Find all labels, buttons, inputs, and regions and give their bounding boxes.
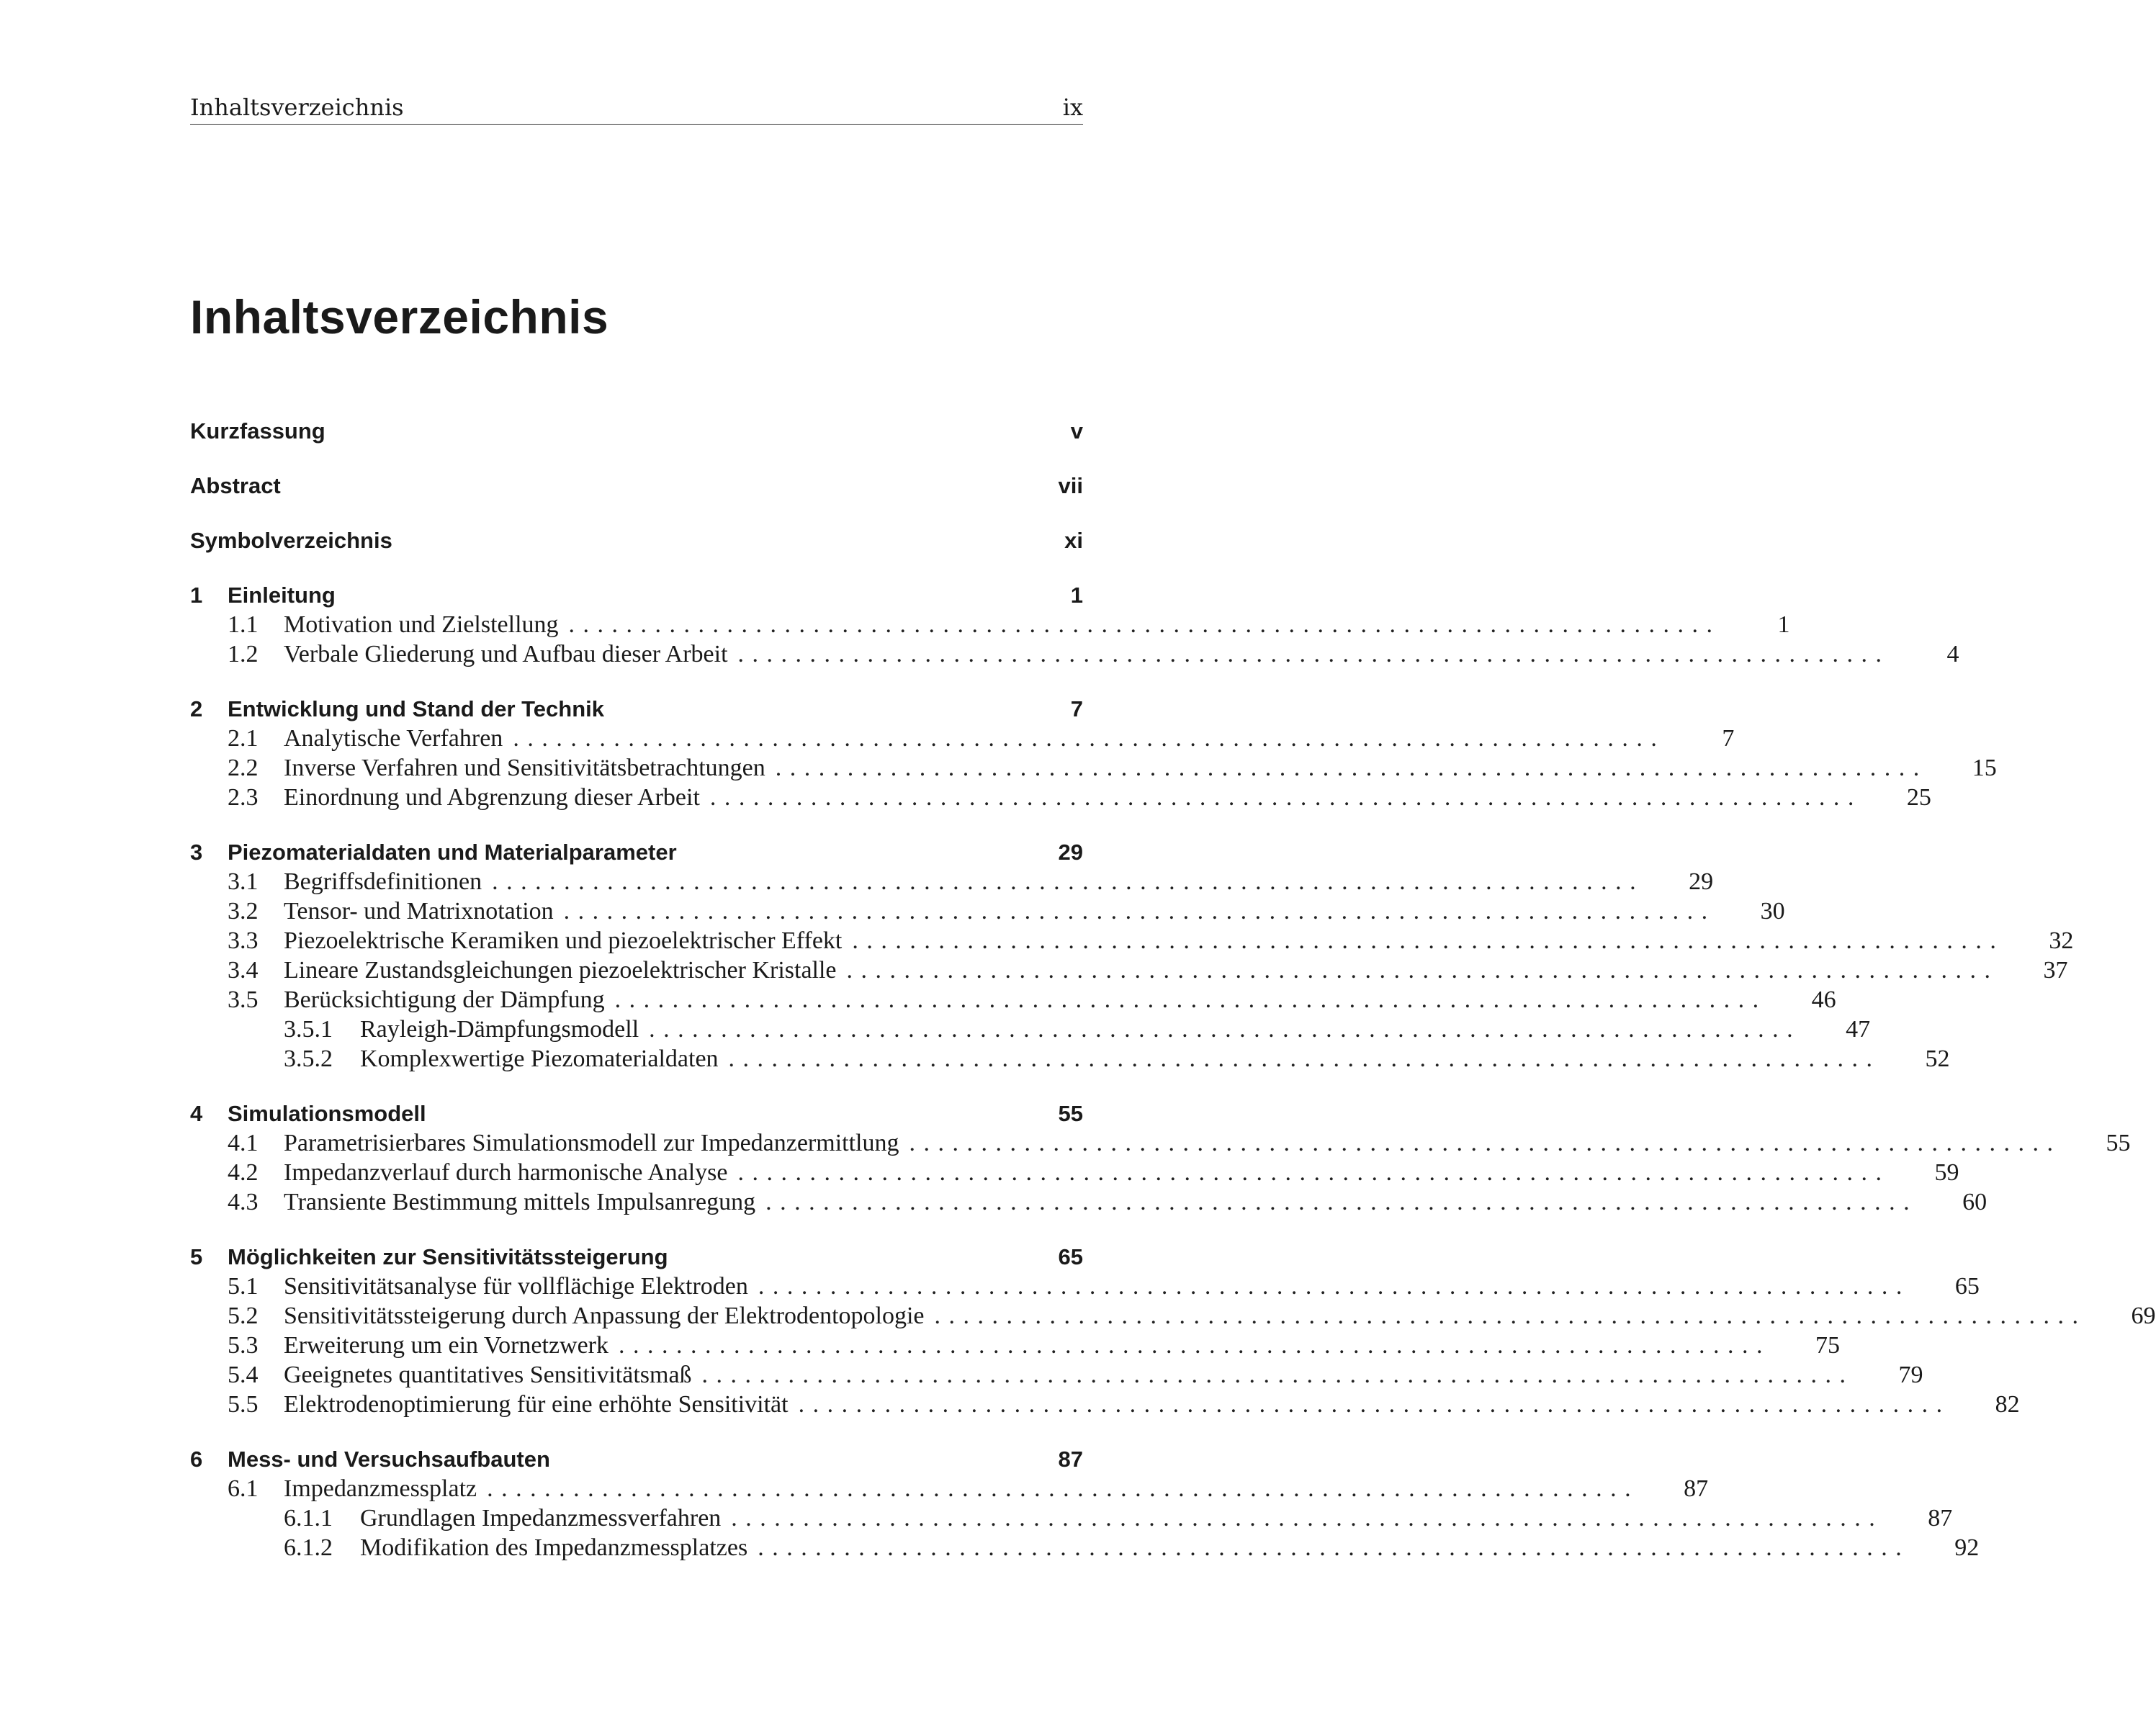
toc-dot-leader: ................................................................................ (513, 724, 1666, 752)
toc-chapter-entry[interactable] (190, 1444, 1083, 1474)
toc-entry-number: 3.2 (228, 897, 259, 925)
toc-section-entry[interactable] (190, 867, 1714, 896)
toc-entry-title: Abstract (190, 472, 281, 498)
toc-dot-leader: ................................................................................ (728, 1045, 1881, 1072)
toc-entry-title: Transiente Bestimmung mittels Impulsanregung (284, 1188, 756, 1215)
toc-entry-number: 5 (190, 1243, 203, 1269)
toc-section-entry[interactable] (190, 1301, 2156, 1331)
toc-entry-page-number: 29 (1689, 868, 1714, 895)
toc-entry-number: 3 (190, 839, 203, 865)
toc-section-entry[interactable] (190, 926, 2074, 955)
toc-entry-title: Inverse Verfahren und Sensitivitätsbetrachtungen (284, 754, 765, 781)
toc-section-entry[interactable] (190, 896, 1785, 926)
running-head (190, 91, 1083, 125)
toc-subsection-entry[interactable] (190, 1533, 1980, 1562)
toc-dot-leader: ................................................................................ (649, 1015, 1802, 1043)
toc-entry-page-number: 60 (1962, 1188, 1987, 1215)
toc-entry-page-number: 87 (1058, 1446, 1083, 1472)
toc-entry-page-number: 65 (1058, 1243, 1083, 1269)
toc-dot-leader: ................................................................................ (846, 956, 1999, 984)
toc-subsection-entry[interactable] (190, 1015, 1871, 1044)
toc-entry-number: 5.1 (228, 1272, 259, 1300)
toc-entry-page-number: 15 (1972, 754, 1997, 781)
toc-entry-number: 3.5 (228, 986, 259, 1013)
toc-entry-page-number: 29 (1058, 839, 1083, 865)
toc-entry-page-number: 7 (1070, 696, 1083, 721)
toc-entry-page-number: 65 (1954, 1272, 1980, 1300)
toc-entry-page-number: 59 (1934, 1159, 1959, 1186)
toc-entry-title: Geeignetes quantitatives Sensitivitätsmaß (284, 1361, 692, 1388)
toc-entry-page-number: 4 (1946, 640, 1959, 667)
toc-chapter-entry[interactable] (190, 694, 1083, 724)
toc-entry-number: 6.1.2 (284, 1534, 333, 1561)
toc-entry-number: 4.1 (228, 1129, 259, 1156)
toc-entry-title: Elektrodenoptimierung für eine erhöhte Sensitivität (284, 1390, 789, 1418)
toc-entry-number: 4.3 (228, 1188, 259, 1215)
toc-entry-page-number: 82 (1995, 1390, 2020, 1418)
toc-chapter-entry[interactable] (190, 1242, 1083, 1272)
toc-dot-leader: ................................................................................ (758, 1272, 1910, 1300)
toc-entry-title: Rayleigh-Dämpfungsmodell (360, 1015, 639, 1043)
toc-entry-title: Analytische Verfahren (284, 724, 503, 752)
toc-entry-title: Lineare Zustandsgleichungen piezoelektrischer Kristalle (284, 956, 837, 984)
toc-dot-leader: ................................................................................ (701, 1361, 1854, 1388)
toc-entry-page-number: 1 (1070, 582, 1083, 608)
toc-entry-title: Grundlagen Impedanzmessverfahren (360, 1504, 722, 1532)
toc-dot-leader: ................................................................................ (709, 783, 1862, 811)
toc-entry-page-number: 87 (1684, 1475, 1709, 1502)
toc-entry-page-number: 69 (2131, 1302, 2156, 1329)
toc-entry-title: Erweiterung um ein Vornetzwerk (284, 1331, 608, 1359)
toc-entry-number: 6.1 (228, 1475, 259, 1502)
toc-entry-title: Mess- und Versuchsaufbauten (228, 1446, 550, 1472)
toc-entry-number: 2.1 (228, 724, 259, 752)
toc-entry-title: Impedanzverlauf durch harmonische Analyse (284, 1159, 728, 1186)
toc-subsection-entry[interactable] (190, 1044, 1950, 1074)
toc-chapter-entry[interactable] (190, 1099, 1083, 1128)
toc-chapter-entry[interactable] (190, 416, 1083, 446)
toc-section-entry[interactable] (190, 1360, 1923, 1390)
toc-entry-number: 3.1 (228, 868, 259, 895)
toc-entry-number: 3.5.1 (284, 1015, 333, 1043)
toc-dot-leader: ................................................................................ (619, 1331, 1771, 1359)
toc-section-entry[interactable] (190, 724, 1735, 753)
toc-entry-number: 2.3 (228, 783, 259, 811)
toc-section-entry[interactable] (190, 753, 1997, 783)
toc-entry-title: Piezoelektrische Keramiken und piezoelektrischer Effekt (284, 927, 843, 954)
toc-chapter-entry[interactable] (190, 526, 1083, 555)
toc-dot-leader: ................................................................................ (775, 754, 1928, 781)
toc-section-entry[interactable] (190, 1390, 2020, 1419)
toc-entry-page-number: 46 (1811, 986, 1836, 1013)
toc-entry-title: Tensor- und Matrixnotation (284, 897, 554, 925)
toc-chapter-entry[interactable] (190, 471, 1083, 500)
toc-subsection-entry[interactable] (190, 1503, 1953, 1533)
toc-dot-leader: ................................................................................ (798, 1390, 1951, 1418)
toc-section-entry[interactable] (190, 1331, 1840, 1360)
toc-entry-title: Komplexwertige Piezomaterialdaten (360, 1045, 719, 1072)
toc-entry-title: Berücksichtigung der Dämpfung (284, 986, 605, 1013)
toc-entry-title: Motivation und Zielstellung (284, 611, 559, 638)
toc-entry-number: 1.1 (228, 611, 259, 638)
toc-entry-page-number: 1 (1777, 611, 1790, 638)
toc-dot-leader: ................................................................................ (492, 868, 1645, 895)
toc-entry-page-number: 92 (1954, 1534, 1980, 1561)
toc-entry-page-number: 75 (1815, 1331, 1840, 1359)
running-head-page-number: ix (1062, 94, 1083, 121)
toc-dot-leader: ................................................................................ (765, 1188, 1918, 1215)
toc-entry-page-number: v (1070, 418, 1083, 444)
toc-entry-number: 3.5.2 (284, 1045, 333, 1072)
toc-entry-number: 6 (190, 1446, 203, 1472)
toc-dot-leader: ................................................................................ (758, 1534, 1910, 1561)
toc-entry-title: Einleitung (228, 582, 336, 608)
toc-chapter-entry[interactable] (190, 837, 1083, 867)
toc-dot-leader: ................................................................................ (852, 927, 2005, 954)
toc-chapter-entry[interactable] (190, 580, 1083, 610)
toc-entry-title: Kurzfassung (190, 418, 325, 444)
toc-entry-page-number: 32 (2049, 927, 2074, 954)
toc-section-entry[interactable] (190, 985, 1836, 1015)
toc-entry-page-number: 55 (2106, 1129, 2131, 1156)
toc-entry-number: 3.3 (228, 927, 259, 954)
toc-entry-number: 5.4 (228, 1361, 259, 1388)
toc-dot-leader: ................................................................................ (737, 640, 1890, 667)
toc-section-entry[interactable] (190, 639, 1959, 669)
toc-entry-title: Simulationsmodell (228, 1100, 426, 1126)
toc-entry-page-number: 25 (1906, 783, 1931, 811)
toc-entry-title: Parametrisierbares Simulationsmodell zur Impedanzermittlung (284, 1129, 899, 1156)
toc-entry-page-number: 7 (1722, 724, 1735, 752)
toc-section-entry[interactable] (190, 1158, 1959, 1187)
toc-dot-leader: ................................................................................ (614, 986, 1767, 1013)
toc-section-entry[interactable] (190, 610, 1790, 639)
page-title: Inhaltsverzeichnis (190, 290, 609, 343)
toc-entry-number: 5.2 (228, 1302, 259, 1329)
toc-entry-title: Impedanzmessplatz (284, 1475, 477, 1502)
toc-section-entry[interactable] (190, 1187, 1987, 1217)
toc-entry-page-number: xi (1064, 527, 1083, 553)
toc-section-entry[interactable] (190, 1272, 1980, 1301)
toc-entry-number: 6.1.1 (284, 1504, 333, 1532)
document-page (190, 0, 2156, 1718)
toc-dot-leader: ................................................................................ (563, 897, 1716, 925)
toc-entry-title: Entwicklung und Stand der Technik (228, 696, 605, 721)
toc-entry-number: 5.5 (228, 1390, 259, 1418)
toc-entry-number: 4.2 (228, 1159, 259, 1186)
toc-dot-leader: ................................................................................ (934, 1302, 2087, 1329)
toc-dot-leader: ................................................................................ (737, 1159, 1890, 1186)
running-head-title: Inhaltsverzeichnis (190, 94, 404, 121)
toc-entry-page-number: 47 (1846, 1015, 1871, 1043)
toc-entry-number: 4 (190, 1100, 203, 1126)
toc-entry-title: Sensitivitätssteigerung durch Anpassung der Elektrodentopologie (284, 1302, 925, 1329)
toc-entry-page-number: 79 (1898, 1361, 1923, 1388)
toc-entry-title: Einordnung und Abgrenzung dieser Arbeit (284, 783, 700, 811)
toc-section-entry[interactable] (190, 783, 1931, 812)
toc-section-entry[interactable] (190, 955, 2068, 985)
toc-dot-leader: ................................................................................ (487, 1475, 1640, 1502)
toc-entry-number: 3.4 (228, 956, 259, 984)
toc-entry-number: 5.3 (228, 1331, 259, 1359)
toc-entry-number: 2 (190, 696, 203, 721)
toc-entry-page-number: vii (1058, 472, 1083, 498)
toc-dot-leader: ................................................................................ (568, 611, 1721, 638)
toc-entry-title: Symbolverzeichnis (190, 527, 392, 553)
table-of-contents (190, 416, 2156, 1562)
toc-entry-title: Begriffsdefinitionen (284, 868, 482, 895)
toc-entry-page-number: 87 (1928, 1504, 1953, 1532)
toc-entry-page-number: 30 (1760, 897, 1785, 925)
toc-section-entry[interactable] (190, 1128, 2131, 1158)
toc-entry-page-number: 52 (1925, 1045, 1950, 1072)
toc-entry-title: Sensitivitätsanalyse für vollflächige Elektroden (284, 1272, 748, 1300)
toc-entry-number: 2.2 (228, 754, 259, 781)
toc-entry-title: Piezomaterialdaten und Materialparameter (228, 839, 677, 865)
toc-entry-number: 1 (190, 582, 203, 608)
toc-entry-title: Verbale Gliederung und Aufbau dieser Arbeit (284, 640, 728, 667)
toc-entry-page-number: 55 (1058, 1100, 1083, 1126)
toc-dot-leader: ................................................................................ (909, 1129, 2062, 1156)
toc-entry-title: Möglichkeiten zur Sensitivitätssteigerung (228, 1243, 668, 1269)
toc-entry-title: Modifikation des Impedanzmessplatzes (360, 1534, 748, 1561)
toc-dot-leader: ................................................................................ (731, 1504, 1884, 1532)
toc-entry-number: 1.2 (228, 640, 259, 667)
toc-entry-page-number: 37 (2043, 956, 2068, 984)
toc-section-entry[interactable] (190, 1474, 1709, 1503)
